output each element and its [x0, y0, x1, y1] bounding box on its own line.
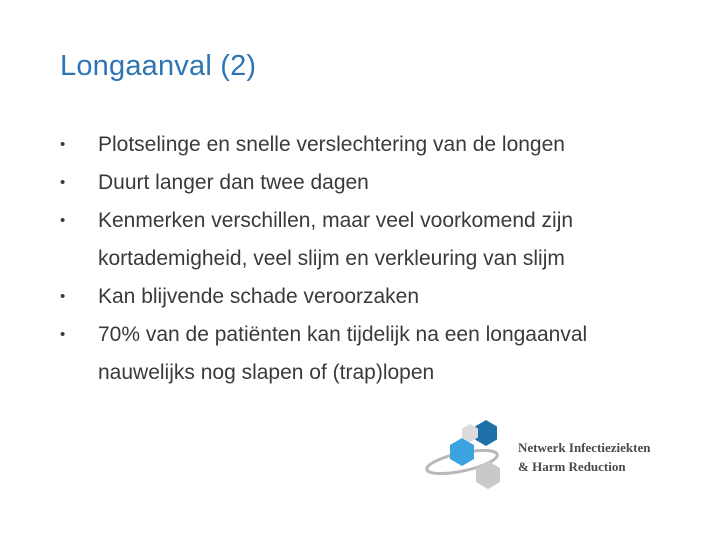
hexagon-logo-icon [422, 418, 512, 498]
bullet-text: Duurt langer dan twee dagen [98, 171, 369, 194]
logo-text-line1: Netwerk Infectieziekten [518, 440, 651, 455]
bullet-text: Kenmerken verschillen, maar veel voorkomend zijn kortademigheid, veel slijm en verkleuring van slijm [98, 209, 574, 270]
bullet-marker: • [60, 326, 66, 343]
bullet-item [60, 126, 700, 164]
bullet-marker: • [60, 212, 66, 229]
logo-text-line2: & Harm Reduction [518, 459, 626, 474]
bullet-marker: • [60, 136, 66, 153]
organization-logo [422, 418, 702, 498]
slide-title: Longaanval (2) [60, 50, 257, 82]
bullet-item [60, 202, 700, 278]
bullet-marker: • [60, 174, 66, 191]
bullet-list [60, 126, 700, 392]
logo-text [518, 438, 650, 476]
bullet-text: 70% van de patiënten kan tijdelijk na een longaanval nauwelijks nog slapen of (trap)lopen [98, 323, 588, 384]
bullet-item [60, 316, 700, 392]
logo-hexagon-dark-blue [475, 420, 497, 446]
bullet-text: Plotselinge en snelle verslechtering van de longen [98, 133, 565, 156]
bullet-text: Kan blijvende schade veroorzaken [98, 285, 420, 308]
logo-hexagon-light-blue [450, 438, 474, 466]
bullet-item [60, 164, 700, 202]
bullet-item [60, 278, 700, 316]
bullet-marker: • [60, 288, 66, 305]
